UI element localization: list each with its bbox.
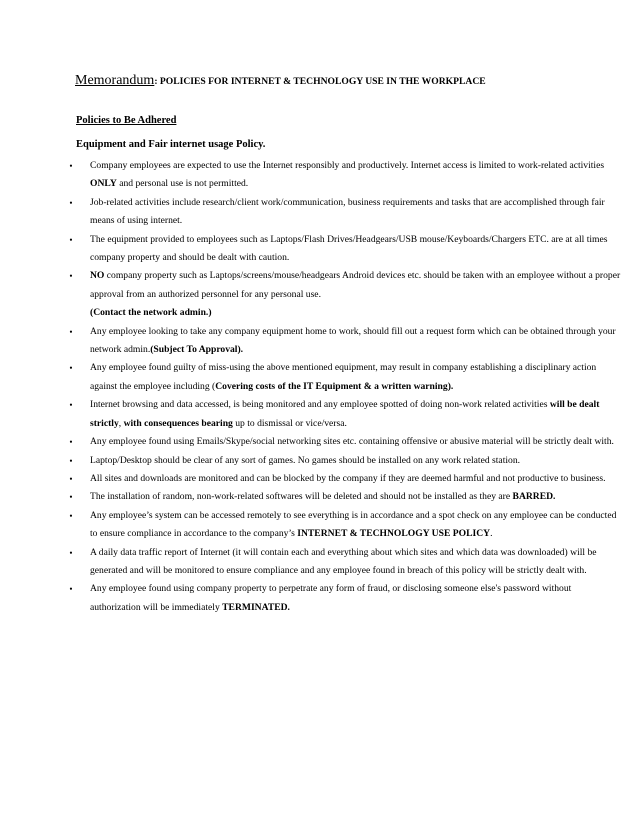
policy-note: (Contact the network admin.) (90, 307, 212, 319)
policy-item (66, 267, 622, 322)
policy-text: The installation of random, non-work-related softwares will be deleted and should not be installed as they are (90, 491, 513, 503)
bullet-icon: • (69, 326, 73, 337)
policy-text: Internet browsing and data accessed, is being monitored and any employee spotted of doing non-work related activities (90, 399, 550, 411)
policy-item (66, 359, 622, 396)
policy-item (66, 470, 622, 488)
policy-text: company property such as Laptops/screens/mouse/headgears Android devices etc. should be taken with an employee without a proper approval from an authorized personnel for any personal use. (90, 270, 621, 300)
policy-emphasis: NO (90, 270, 105, 282)
bullet-icon: • (69, 161, 73, 171)
memo-title-lead: Memorandum (75, 73, 155, 88)
bullet-icon: • (69, 455, 73, 466)
policy-text: Any employee’s system can be accessed remotely to see everything is in accordance and a spot check on any employee can be conducted to ensure compliance in accordance to the company’s (90, 509, 617, 540)
policy-item (66, 580, 622, 617)
policy-emphasis: with consequences bearing (123, 417, 233, 429)
policy-item (66, 452, 622, 470)
memo-title (75, 73, 615, 89)
policy-list (66, 157, 622, 617)
memo-title-rest: : POLICIES FOR INTERNET & TECHNOLOGY USE IN THE WORKPLACE (154, 76, 486, 87)
policy-text: . (490, 528, 493, 540)
policy-subtitle: Equipment and Fair internet usage Policy. (76, 139, 266, 150)
policy-text: The equipment provided to employees such as Laptops/Flash Drives/Headgears/USB mouse/Keyboards/Chargers ETC. are at all times company property and should be dealt with caution. (90, 233, 608, 264)
section-title: Policies to Be Adhered (76, 115, 177, 126)
bullet-icon: • (69, 234, 73, 245)
bullet-icon: • (69, 271, 73, 282)
policy-item (66, 396, 622, 433)
bullet-icon: • (69, 400, 73, 411)
policy-text: Any employee found using Emails/Skype/social networking sites etc. containing offensive or abusive material will be strictly dealt with. (90, 436, 614, 448)
policy-item (66, 157, 622, 194)
policy-emphasis: BARRED. (512, 491, 556, 503)
policy-text: , (118, 417, 124, 429)
policy-text: All sites and downloads are monitored and can be blocked by the company if they are deemed harmful and not productive to business. (90, 472, 606, 484)
policy-item (66, 433, 622, 451)
bullet-icon: • (69, 473, 73, 484)
policy-emphasis: Covering costs of the IT Equipment & a written warning). (215, 380, 454, 392)
bullet-icon: • (69, 510, 73, 521)
policy-emphasis: ONLY (90, 178, 117, 190)
policy-item (66, 194, 622, 231)
bullet-icon: • (69, 363, 73, 374)
bullet-icon: • (69, 547, 73, 558)
policy-item (66, 323, 622, 360)
policy-text: Job-related activities include research/client work/communication, business requirements and tasks that are accomplished through fair means of using internet. (90, 196, 605, 227)
policy-emphasis: will be dealt strictly (90, 399, 600, 429)
policy-item (66, 507, 622, 544)
policy-text: Any employee found guilty of miss-using the above mentioned equipment, may result in company establishing a disciplinary action against the employee including ( (90, 362, 597, 392)
policy-text: Any employee found using company property to perpetrate any form of fraud, or disclosing someone else's password without authorization will be immediately (90, 583, 572, 613)
policy-text: A daily data traffic report of Internet (it will contain each and everything about which sites and which data was downloaded) will be generated and will be monitored to ensure compliance and any employee found in breach of this policy will be strictly dealt with. (90, 546, 597, 576)
policy-emphasis: (Subject To Approval). (150, 344, 244, 356)
policy-item (66, 231, 622, 268)
policy-emphasis: INTERNET & TECHNOLOGY USE POLICY (297, 528, 491, 540)
bullet-icon: • (69, 584, 73, 595)
bullet-icon: • (69, 437, 73, 448)
policy-text: and personal use is not permitted. (116, 178, 249, 190)
policy-text: Laptop/Desktop should be clear of any sort of games. No games should be installed on any work related station. (90, 454, 521, 466)
policy-text: Company employees are expected to use the Internet responsibly and productively. Internet access is limited to work-related activities (90, 160, 605, 171)
bullet-icon: • (69, 492, 73, 503)
policy-item (66, 544, 622, 581)
policy-text: up to dismissal or vice/versa. (232, 417, 347, 429)
policy-text: Any employee looking to take any company equipment home to work, should fill out a request form which can be obtained through your network admin. (90, 325, 616, 356)
bullet-icon: • (69, 197, 73, 208)
policy-item (66, 488, 622, 506)
policy-emphasis: TERMINATED. (222, 601, 290, 613)
